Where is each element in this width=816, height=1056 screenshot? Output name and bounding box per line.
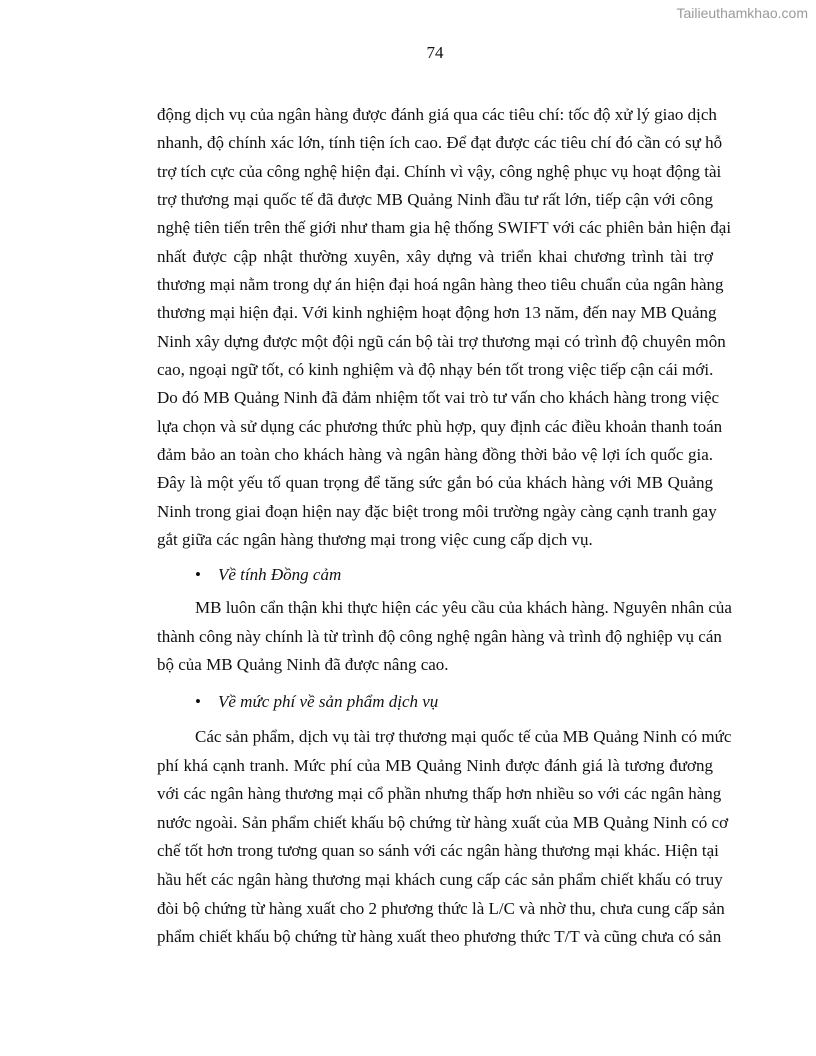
text-line: động dịch vụ của ngân hàng được đánh giá qua các tiêu chí: tốc độ xử lý giao dịch <box>157 105 717 124</box>
bullet-heading-text: Về mức phí về sản phẩm dịch vụ <box>218 692 439 711</box>
text-line: thành công này chính là từ trình độ công nghệ ngân hàng và trình độ nghiệp vụ cán <box>157 626 722 646</box>
text-line: trợ thương mại quốc tế đã được MB Quảng Ninh đầu tư rất lớn, tiếp cận với công <box>157 189 713 209</box>
text-line: Đây là một yếu tố quan trọng để tăng sức gắn bó của khách hàng với MB Quảng <box>157 473 713 493</box>
page-number: 74 <box>426 43 444 62</box>
text-line: cao, ngoại ngữ tốt, có kinh nghiệm và độ nhạy bén tốt trong việc tiếp cận cái mới. <box>157 359 714 379</box>
text-line: MB luôn cẩn thận khi thực hiện các yêu cầu của khách hàng. Nguyên nhân của <box>195 598 732 617</box>
text-line: Ninh xây dựng được một đội ngũ cán bộ tài trợ thương mại có trình độ chuyên môn <box>157 331 726 351</box>
text-line: trợ tích cực của công nghệ hiện đại. Chính vì vậy, công nghệ phục vụ hoạt động tài <box>157 161 722 181</box>
text-line: gắt giữa các ngân hàng thương mại trong việc cung cấp dịch vụ. <box>157 529 593 549</box>
text-line: Các sản phẩm, dịch vụ tài trợ thương mại quốc tế của MB Quảng Ninh có mức <box>195 727 732 746</box>
text-line: phí khá cạnh tranh. Mức phí của MB Quảng Ninh được đánh giá là tương đương <box>157 755 713 775</box>
text-line: nhanh, độ chính xác lớn, tính tiện ích cao. Để đạt được các tiêu chí đó cần có sự hỗ <box>157 133 723 153</box>
text-line: phẩm chiết khấu bộ chứng từ hàng xuất theo phương thức T/T và cũng chưa có sản <box>157 927 722 947</box>
bullet-icon: • <box>195 565 201 584</box>
text-line: Do đó MB Quảng Ninh đã đảm nhiệm tốt vai trò tư vấn cho khách hàng trong việc <box>157 388 720 408</box>
watermark: Tailieuthamkhao.com <box>676 5 808 21</box>
text-line: thương mại hiện đại. Với kinh nghiệm hoạt động hơn 13 năm, đến nay MB Quảng <box>157 303 717 323</box>
text-line: nhất được cập nhật thường xuyên, xây dựng và triển khai chương trình tài trợ <box>157 246 713 266</box>
text-line: Ninh trong giai đoạn hiện nay đặc biệt trong môi trường ngày càng cạnh tranh gay <box>157 501 717 521</box>
text-line: với các ngân hàng thương mại cổ phần nhưng thấp hơn nhiều so với các ngân hàng <box>157 784 722 804</box>
text-line: nước ngoài. Sản phẩm chiết khấu bộ chứng từ hàng xuất của MB Quảng Ninh có cơ <box>157 812 729 832</box>
text-line: bộ của MB Quảng Ninh đã được nâng cao. <box>157 655 449 675</box>
text-line: đảm bảo an toàn cho khách hàng và ngân hàng đồng thời bảo vệ lợi ích quốc gia. <box>157 444 713 464</box>
text-line: thương mại nằm trong dự án hiện đại hoá ngân hàng theo tiêu chuẩn của ngân hàng <box>157 274 724 294</box>
text-line: nghệ tiên tiến trên thế giới như tham gia hệ thống SWIFT với các phiên bản hiện đại <box>157 218 732 238</box>
bullet-icon: • <box>195 692 201 711</box>
bullet-heading-text: Về tính Đồng cảm <box>218 565 342 584</box>
text-line: lựa chọn và sử dụng các phương thức phù hợp, quy định các điều khoản thanh toán <box>157 416 723 436</box>
text-line: hầu hết các ngân hàng thương mại khách cung cấp các sản phẩm chiết khấu có truy <box>157 870 723 889</box>
text-line: chế tốt hơn trong tương quan so sánh với các ngân hàng thương mại khác. Hiện tại <box>157 841 719 861</box>
text-line: đòi bộ chứng từ hàng xuất cho 2 phương thức là L/C và nhờ thu, chưa cung cấp sản <box>157 898 725 918</box>
